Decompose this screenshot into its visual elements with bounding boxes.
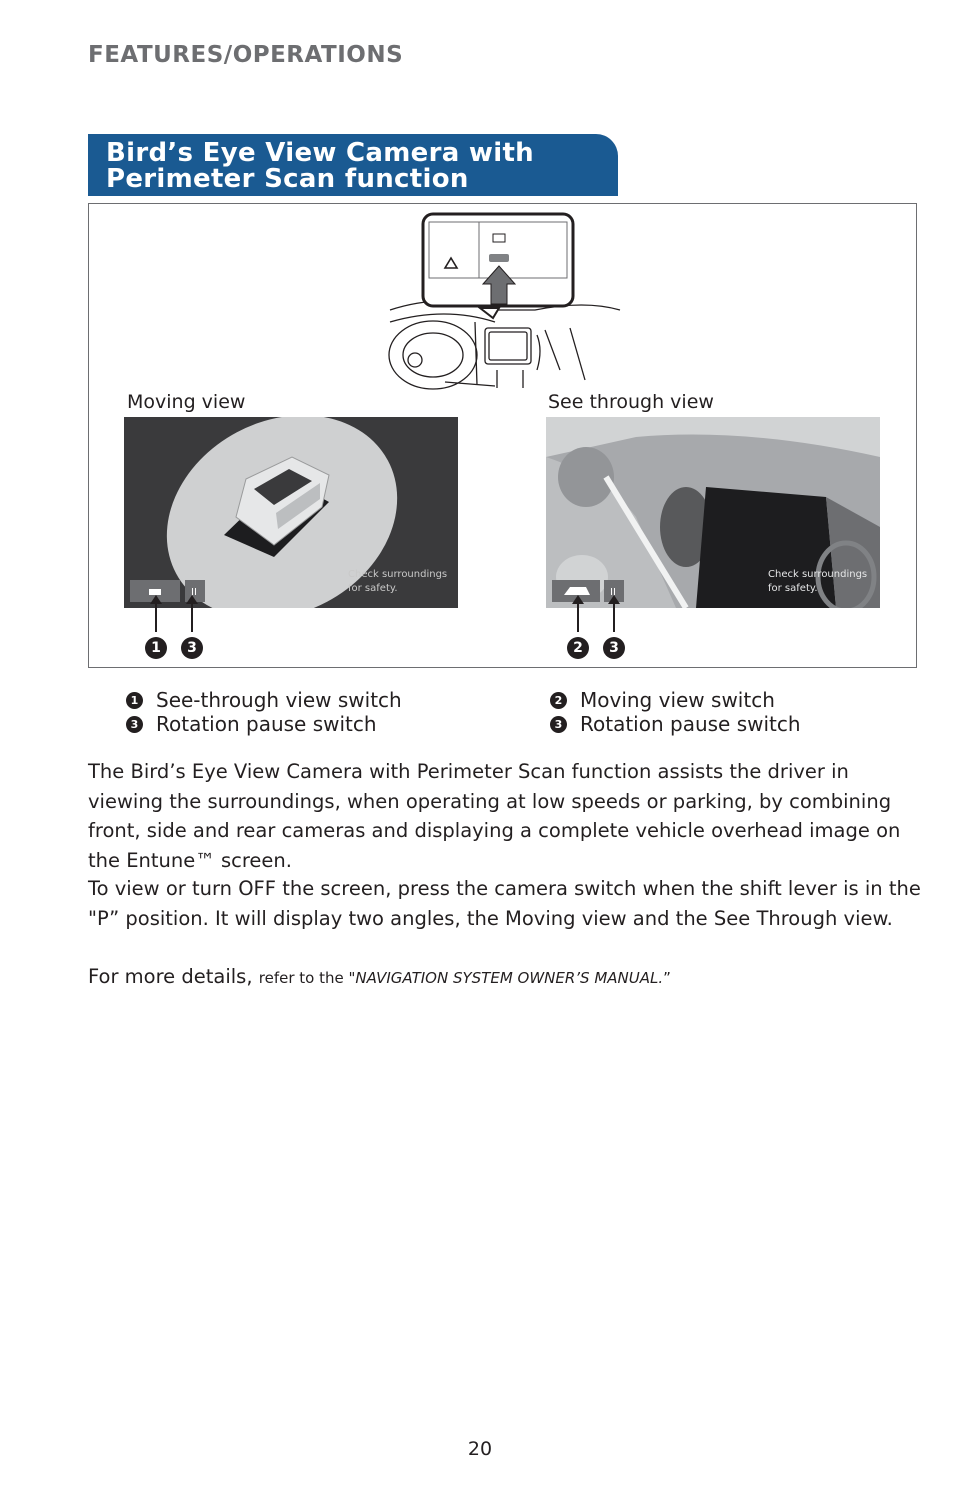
see-through-view-image bbox=[546, 417, 880, 608]
para3-small: refer to the bbox=[258, 969, 349, 987]
legend-number: 3 bbox=[126, 716, 143, 733]
section-header: FEATURES/OPERATIONS bbox=[88, 42, 404, 68]
callout-3: 3 bbox=[603, 637, 625, 659]
legend-number: 1 bbox=[126, 692, 143, 709]
moving-view-screen bbox=[124, 417, 458, 608]
callout-3: 3 bbox=[181, 637, 203, 659]
legend-item bbox=[550, 688, 775, 712]
see-through-screen-text-1: Check surroundings bbox=[768, 569, 868, 580]
callout-arrow bbox=[191, 602, 193, 632]
see-through-view-screen bbox=[546, 417, 880, 608]
legend-item bbox=[126, 712, 377, 736]
legend-label: Rotation pause switch bbox=[580, 712, 801, 736]
legend-number: 3 bbox=[550, 716, 567, 733]
callout-2: 2 bbox=[567, 637, 589, 659]
moving-view-image bbox=[124, 417, 458, 608]
legend-item bbox=[126, 688, 402, 712]
legend-label: Rotation pause switch bbox=[156, 712, 377, 736]
body-paragraph-1: The Bird’s Eye View Camera with Perimeter Scan function assists the driver in viewing the surroundings, when operating at low speeds or parking, by combining front, side and rear cameras and displaying a complete vehicle overhead image on the Entune™ screen. bbox=[88, 760, 901, 872]
manual-reference: "NAVIGATION SYSTEM OWNER’S MANUAL. bbox=[348, 969, 664, 987]
see-through-view-caption: See through view bbox=[548, 391, 714, 413]
callout-1: 1 bbox=[145, 637, 167, 659]
body-paragraph-3 bbox=[88, 962, 928, 994]
dashboard-illustration bbox=[385, 210, 625, 390]
moving-screen-text-2: for safety. bbox=[348, 583, 398, 594]
legend-item bbox=[550, 712, 801, 736]
title-banner bbox=[88, 134, 618, 196]
title-line-1: Bird’s Eye View Camera with bbox=[106, 138, 534, 168]
page-number: 20 bbox=[467, 1438, 493, 1460]
para3-lead: For more details, bbox=[88, 965, 259, 988]
para3-end: ” bbox=[663, 969, 671, 987]
callout-arrow bbox=[577, 602, 579, 632]
figure-illustration bbox=[88, 203, 917, 668]
svg-text:II: II bbox=[610, 587, 616, 598]
callout-arrow bbox=[155, 602, 157, 632]
callout-arrow bbox=[613, 602, 615, 632]
legend-number: 2 bbox=[550, 692, 567, 709]
legend-label: Moving view switch bbox=[580, 688, 775, 712]
moving-view-caption: Moving view bbox=[127, 391, 246, 413]
see-through-screen-text-2: for safety. bbox=[768, 583, 818, 594]
moving-screen-text-1: Check surroundings bbox=[348, 569, 448, 580]
title-line-2: Perimeter Scan function bbox=[106, 164, 469, 194]
legend-label: See-through view switch bbox=[156, 688, 402, 712]
svg-text:II: II bbox=[191, 587, 197, 598]
body-paragraph-2: To view or turn OFF the screen, press the camera switch when the shift lever is in the "P” position. It will display two angles, the Moving view and the See Through view. bbox=[88, 877, 921, 930]
